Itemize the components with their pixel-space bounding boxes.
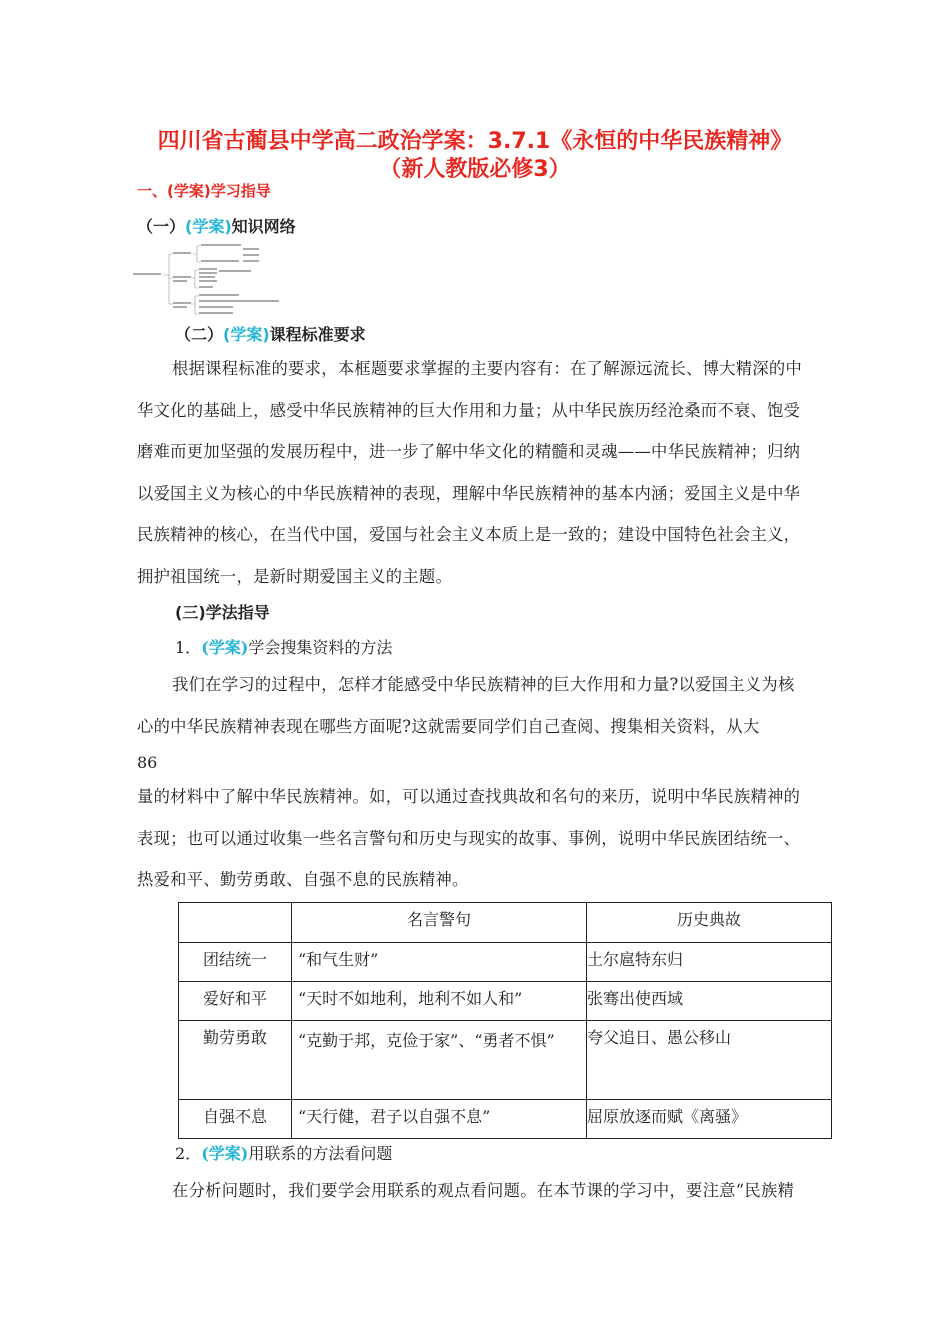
item-number: 1．	[175, 638, 202, 657]
subheading-study-methods: (三)学法指导	[175, 603, 270, 622]
paragraph-collect-materials	[137, 664, 813, 747]
text-line: 根据课程标准的要求，本框题要求掌握的主要内容有：在了解源远流长、博大精深的中	[172, 359, 803, 378]
item-text: 用联系的方法看问题	[248, 1144, 393, 1163]
table-row	[179, 943, 832, 982]
section-text: 学习指导	[210, 182, 271, 200]
text-line: 我们在学习的过程中，怎样才能感受中华民族精神的巨大作用和力量?以爱国主义为核	[172, 675, 795, 694]
item-tag: (学案)	[201, 1144, 249, 1163]
sub-tag: (学案)	[185, 217, 232, 236]
text-line: 华文化的基础上，感受中华民族精神的巨大作用和力量；从中华民族历经沧桑而不衰、饱受	[137, 400, 801, 420]
item-2-heading	[175, 1140, 392, 1168]
page-number: 86	[137, 753, 158, 772]
text-line: 磨难而更加坚强的发展历程中，进一步了解中华文化的精髓和灵魂——中华民族精神；归纳	[137, 442, 801, 461]
table-header-cell: 历史典故	[587, 903, 832, 943]
paragraph-curriculum	[137, 348, 813, 597]
text-line: 在分析问题时，我们要学会用联系的观点看问题。在本节课的学习中，要注意“民族精	[172, 1181, 795, 1200]
item-tag: (学案)	[201, 638, 249, 657]
paragraph-connection-method	[137, 1170, 813, 1212]
section-tag: (学案)	[167, 182, 211, 200]
table-header-cell	[179, 903, 292, 943]
section-prefix: 一、	[137, 182, 168, 200]
table-cell-story: 屈原放逐而赋《离骚》	[587, 1100, 832, 1139]
paragraph-materials-cont	[137, 776, 813, 901]
table-row	[179, 1021, 832, 1100]
table-cell-quote: “天时不如地利，地利不如人和”	[292, 982, 587, 1021]
item-text: 学会搜集资料的方法	[248, 638, 393, 657]
table-cell-story: 土尔扈特东归	[587, 943, 832, 982]
table-row	[179, 982, 832, 1021]
text-line: 热爱和平、勤劳勇敢、自强不息的民族精神。	[137, 870, 469, 889]
subheading-curriculum-standard	[175, 322, 366, 345]
subheading-knowledge-network	[137, 214, 296, 237]
doc-title-line2: （新人教版必修3）	[379, 157, 571, 182]
table-cell-quote: “天行健，君子以自强不息”	[292, 1100, 587, 1139]
text-line: 拥护祖国统一，是新时期爱国主义的主题。	[137, 566, 453, 586]
sub-prefix: （一）	[137, 217, 186, 236]
table-cell-story: 张骞出使西域	[587, 982, 832, 1021]
table-cell-story: 夸父追日、愚公移山	[587, 1021, 832, 1100]
text-line: 心的中华民族精神表现在哪些方面呢?这就需要同学们自己查阅、搜集相关资料，从大	[137, 716, 760, 736]
knowledge-network-diagram	[133, 240, 281, 324]
table-header-cell: 名言警句	[292, 903, 587, 943]
table-cell-spirit: 自强不息	[179, 1100, 292, 1139]
table-header-row	[179, 903, 832, 943]
doc-title-line1: 四川省古蔺县中学高二政治学案：3.7.1《永恒的中华民族精神》	[157, 129, 793, 154]
sub-text: 课程标准要求	[269, 325, 366, 344]
text-line: 表现；也可以通过收集一些名言警句和历史与现实的故事、事例，说明中华民族团结统一、	[137, 828, 801, 848]
sub-text: 知识网络	[231, 217, 296, 236]
table-cell-spirit: 爱好和平	[179, 982, 292, 1021]
item-number: 2．	[175, 1144, 202, 1163]
sub-prefix: （二）	[175, 325, 224, 344]
section-heading-1	[137, 180, 271, 201]
spirit-examples-table	[178, 902, 832, 1139]
table-row	[179, 1100, 832, 1139]
table-cell-spirit: 勤劳勇敢	[179, 1021, 292, 1100]
table-cell-spirit: 团结统一	[179, 943, 292, 982]
text-line: 量的材料中了解中华民族精神。如，可以通过查找典故和名句的来历，说明中华民族精神的	[137, 787, 801, 806]
table-cell-quote: “和气生财”	[292, 943, 587, 982]
item-1-heading	[175, 634, 392, 662]
text-line: 以爱国主义为核心的中华民族精神的表现，理解中华民族精神的基本内涵；爱国主义是中华	[137, 483, 801, 503]
text-line: 民族精神的核心，在当代中国，爱国与社会主义本质上是一致的；建设中国特色社会主义，	[137, 525, 801, 544]
sub-tag: (学案)	[223, 325, 270, 344]
table-cell-quote: “克勤于邦，克俭于家”、“勇者不惧”	[292, 1021, 587, 1100]
